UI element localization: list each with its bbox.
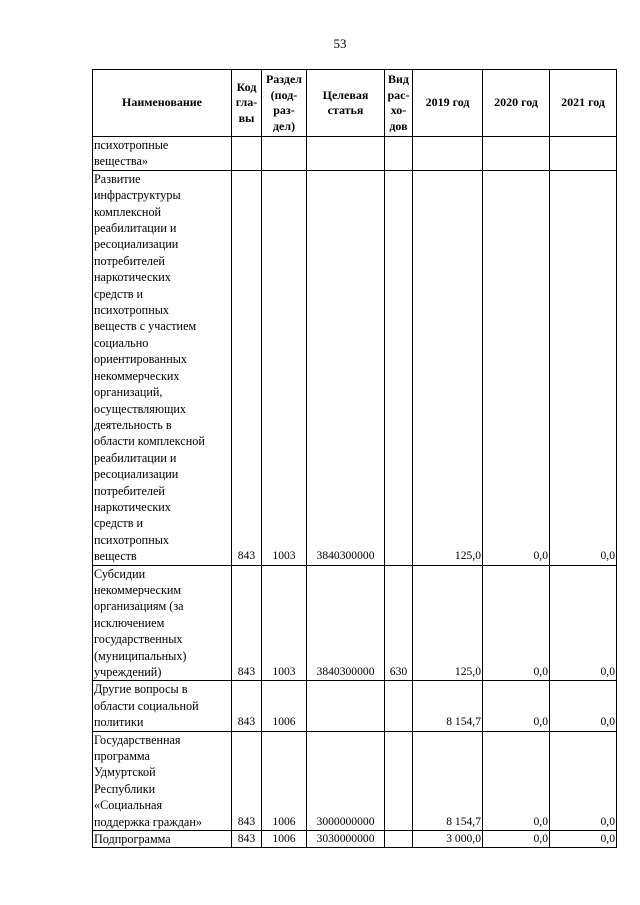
row-section-cell: 1006 <box>262 831 307 848</box>
row-chapter-cell <box>232 137 262 171</box>
row-chapter-cell: 843 <box>232 831 262 848</box>
row-2020-cell: 0,0 <box>483 831 550 848</box>
table-row <box>93 565 617 681</box>
header-name: Наименование <box>93 70 232 137</box>
header-row <box>93 70 617 137</box>
row-2019-cell: 125,0 <box>413 170 483 565</box>
row-2020-cell <box>483 137 550 171</box>
row-2020-cell: 0,0 <box>483 681 550 731</box>
row-section-cell: 1003 <box>262 170 307 565</box>
row-2019-cell <box>413 137 483 171</box>
header-year-2020: 2020 год <box>483 70 550 137</box>
row-2019-cell: 3 000,0 <box>413 831 483 848</box>
row-expense-cell <box>385 731 413 830</box>
row-2021-cell: 0,0 <box>550 565 617 681</box>
row-target-cell <box>307 681 385 731</box>
row-expense-cell <box>385 831 413 848</box>
row-name-cell: психотропные вещества» <box>93 137 232 171</box>
row-expense-cell <box>385 170 413 565</box>
row-chapter-cell: 843 <box>232 681 262 731</box>
row-target-cell: 3840300000 <box>307 170 385 565</box>
row-2021-cell: 0,0 <box>550 681 617 731</box>
row-2021-cell: 0,0 <box>550 831 617 848</box>
row-target-cell <box>307 137 385 171</box>
row-chapter-cell: 843 <box>232 170 262 565</box>
row-chapter-cell: 843 <box>232 731 262 830</box>
header-expense-type: Вид рас- хо- дов <box>385 70 413 137</box>
header-year-2019: 2019 год <box>413 70 483 137</box>
row-2019-cell: 8 154,7 <box>413 731 483 830</box>
row-name-cell: Подпрограмма <box>93 831 232 848</box>
page-number: 53 <box>333 36 347 51</box>
row-expense-cell <box>385 137 413 171</box>
row-2021-cell: 0,0 <box>550 731 617 830</box>
table-row <box>93 731 617 830</box>
header-chapter-code: Код гла- вы <box>232 70 262 137</box>
row-section-cell: 1006 <box>262 681 307 731</box>
row-2020-cell: 0,0 <box>483 565 550 681</box>
row-target-cell: 3000000000 <box>307 731 385 830</box>
row-section-cell: 1006 <box>262 731 307 830</box>
table-row <box>93 137 617 171</box>
row-section-cell: 1003 <box>262 565 307 681</box>
row-2020-cell: 0,0 <box>483 170 550 565</box>
row-2020-cell: 0,0 <box>483 731 550 830</box>
table-row <box>93 681 617 731</box>
row-target-cell: 3030000000 <box>307 831 385 848</box>
row-name-cell: Другие вопросы в области социальной политики <box>93 681 232 731</box>
row-name-cell: Государственная программа Удмуртской Республики «Социальная поддержка граждан» <box>93 731 232 830</box>
row-expense-cell <box>385 681 413 731</box>
table-row <box>93 170 617 565</box>
header-year-2021: 2021 год <box>550 70 617 137</box>
row-2019-cell: 125,0 <box>413 565 483 681</box>
header-target-article: Целевая статья <box>307 70 385 137</box>
header-section: Раздел (под- раз- дел) <box>262 70 307 137</box>
row-2019-cell: 8 154,7 <box>413 681 483 731</box>
row-chapter-cell: 843 <box>232 565 262 681</box>
row-section-cell <box>262 137 307 171</box>
row-2021-cell: 0,0 <box>550 170 617 565</box>
row-2021-cell <box>550 137 617 171</box>
row-target-cell: 3840300000 <box>307 565 385 681</box>
row-expense-cell: 630 <box>385 565 413 681</box>
row-name-cell: Развитие инфраструктуры комплексной реабилитации и ресоциализации потребителей наркотических средств и психотропных веществ с участием социально ориентированных некоммерческих организаций, осуществляющих деятельность в области комплексной реабилитации и ресоциализации потребителей наркотических средств и психотропных веществ <box>93 170 232 565</box>
row-name-cell: Субсидии некоммерческим организациям (за исключением государственных (муниципальных) учреждений) <box>93 565 232 681</box>
budget-table <box>92 69 617 848</box>
table-row <box>93 831 617 848</box>
